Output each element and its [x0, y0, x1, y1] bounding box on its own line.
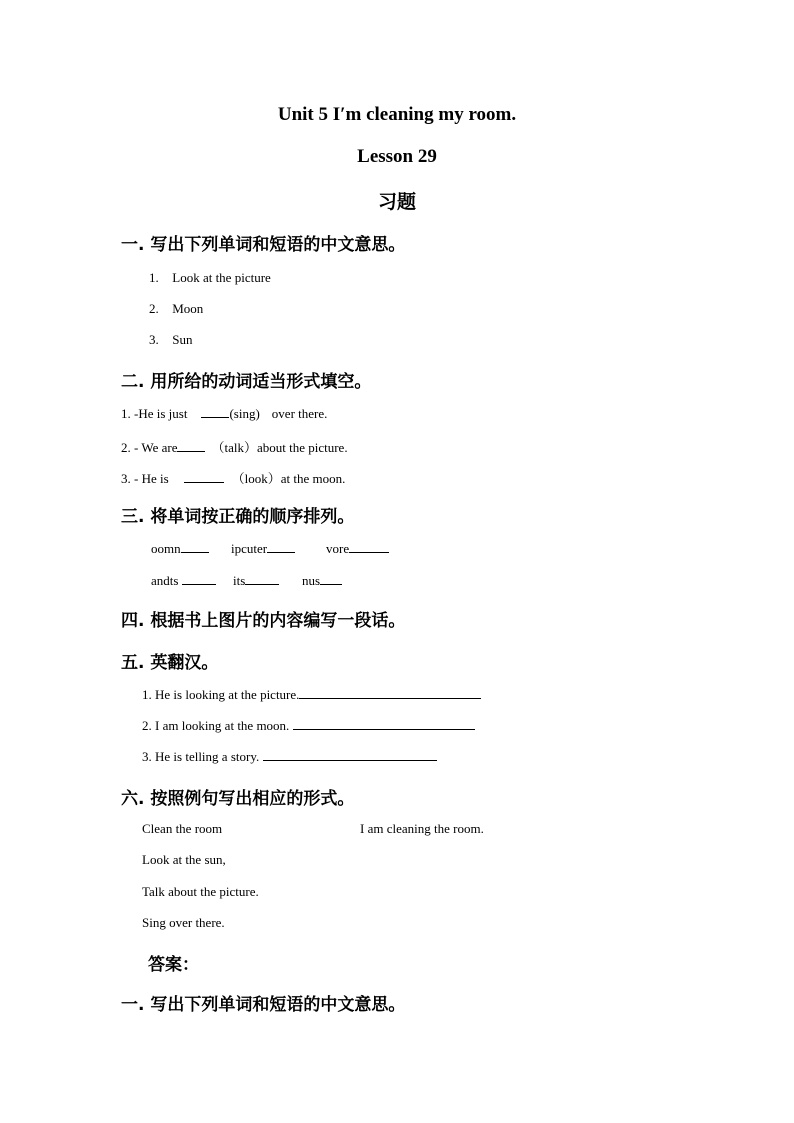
word-text: oomn [151, 541, 181, 556]
answer-line[interactable] [263, 748, 437, 761]
example-prompt: Clean the room [142, 821, 223, 836]
word-text: its [233, 573, 246, 588]
section1-heading: 一. 写出下列单词和短语的中文意思。 [121, 235, 406, 255]
section5-heading: 五. 英翻汉。 [121, 653, 219, 673]
item-text: （talk）about the picture. [211, 440, 348, 455]
item-text: Sun [172, 332, 193, 347]
item-text: Moon [172, 301, 204, 316]
fill-blank[interactable] [245, 572, 279, 585]
item-number: 3. [149, 332, 159, 347]
translation-item [142, 686, 481, 703]
item-text: 3. - He is [121, 471, 169, 486]
fill-blank[interactable] [201, 405, 229, 418]
answer-line[interactable] [299, 686, 481, 699]
prompt-item: Sing over there. [142, 915, 225, 930]
prompt-item: Talk about the picture. [142, 884, 259, 899]
scrambled-word [231, 540, 295, 557]
item-text: 2. - We are [121, 440, 178, 455]
item-text: 1. He is looking at the picture. [142, 687, 300, 702]
fill-blank[interactable] [182, 572, 216, 585]
prompt-item: Look at the sun, [142, 852, 226, 867]
fill-blank[interactable] [177, 439, 205, 452]
section1-item [149, 332, 192, 348]
item-text: Look at the picture [172, 270, 271, 285]
scrambled-word [233, 572, 279, 589]
fill-blank[interactable] [320, 572, 342, 585]
fill-blank[interactable] [184, 470, 224, 483]
section2-heading: 二. 用所给的动词适当形式填空。 [121, 372, 372, 392]
section1-item [149, 301, 203, 317]
fill-blank[interactable] [267, 540, 295, 553]
fill-blank[interactable] [349, 540, 389, 553]
answer-line[interactable] [293, 717, 475, 730]
item-text: （look）at the moon. [231, 471, 346, 486]
item-text: 3. He is telling a story. [142, 749, 260, 764]
section4-heading: 四. 根据书上图片的内容编写一段话。 [121, 611, 406, 631]
word-text: andts [151, 573, 179, 588]
page-title: Unit 5 I′m cleaning my room. [277, 104, 517, 125]
item-text: (sing) [229, 406, 260, 421]
word-text: ipcuter [231, 541, 268, 556]
section2-item [121, 405, 327, 422]
item-text: 2. I am looking at the moon. [142, 718, 290, 733]
translation-item [142, 717, 475, 734]
section1-item [149, 270, 271, 286]
item-text: 1. -He is just [121, 406, 188, 421]
translation-item [142, 748, 437, 765]
fill-blank[interactable] [181, 540, 209, 553]
section2-item [121, 468, 345, 487]
answers-label: 答案： [148, 955, 199, 975]
word-text: vore [326, 541, 350, 556]
section6-heading: 六. 按照例句写出相应的形式。 [121, 789, 355, 809]
section3-heading: 三. 将单词按正确的顺序排列。 [121, 507, 355, 527]
scrambled-word [326, 540, 389, 557]
lesson-title: Lesson 29 [357, 146, 437, 167]
exercise-subtitle: 习题 [377, 191, 416, 213]
word-text: nus [302, 573, 321, 588]
scrambled-word [151, 540, 209, 557]
example-answer: I am cleaning the room. [360, 821, 484, 836]
answers-section1-heading: 一. 写出下列单词和短语的中文意思。 [121, 995, 406, 1015]
scrambled-word [151, 572, 216, 589]
scrambled-word [302, 572, 342, 589]
item-number: 1. [149, 270, 159, 285]
section2-item [121, 437, 348, 456]
item-text: over there. [271, 406, 328, 421]
item-number: 2. [149, 301, 159, 316]
